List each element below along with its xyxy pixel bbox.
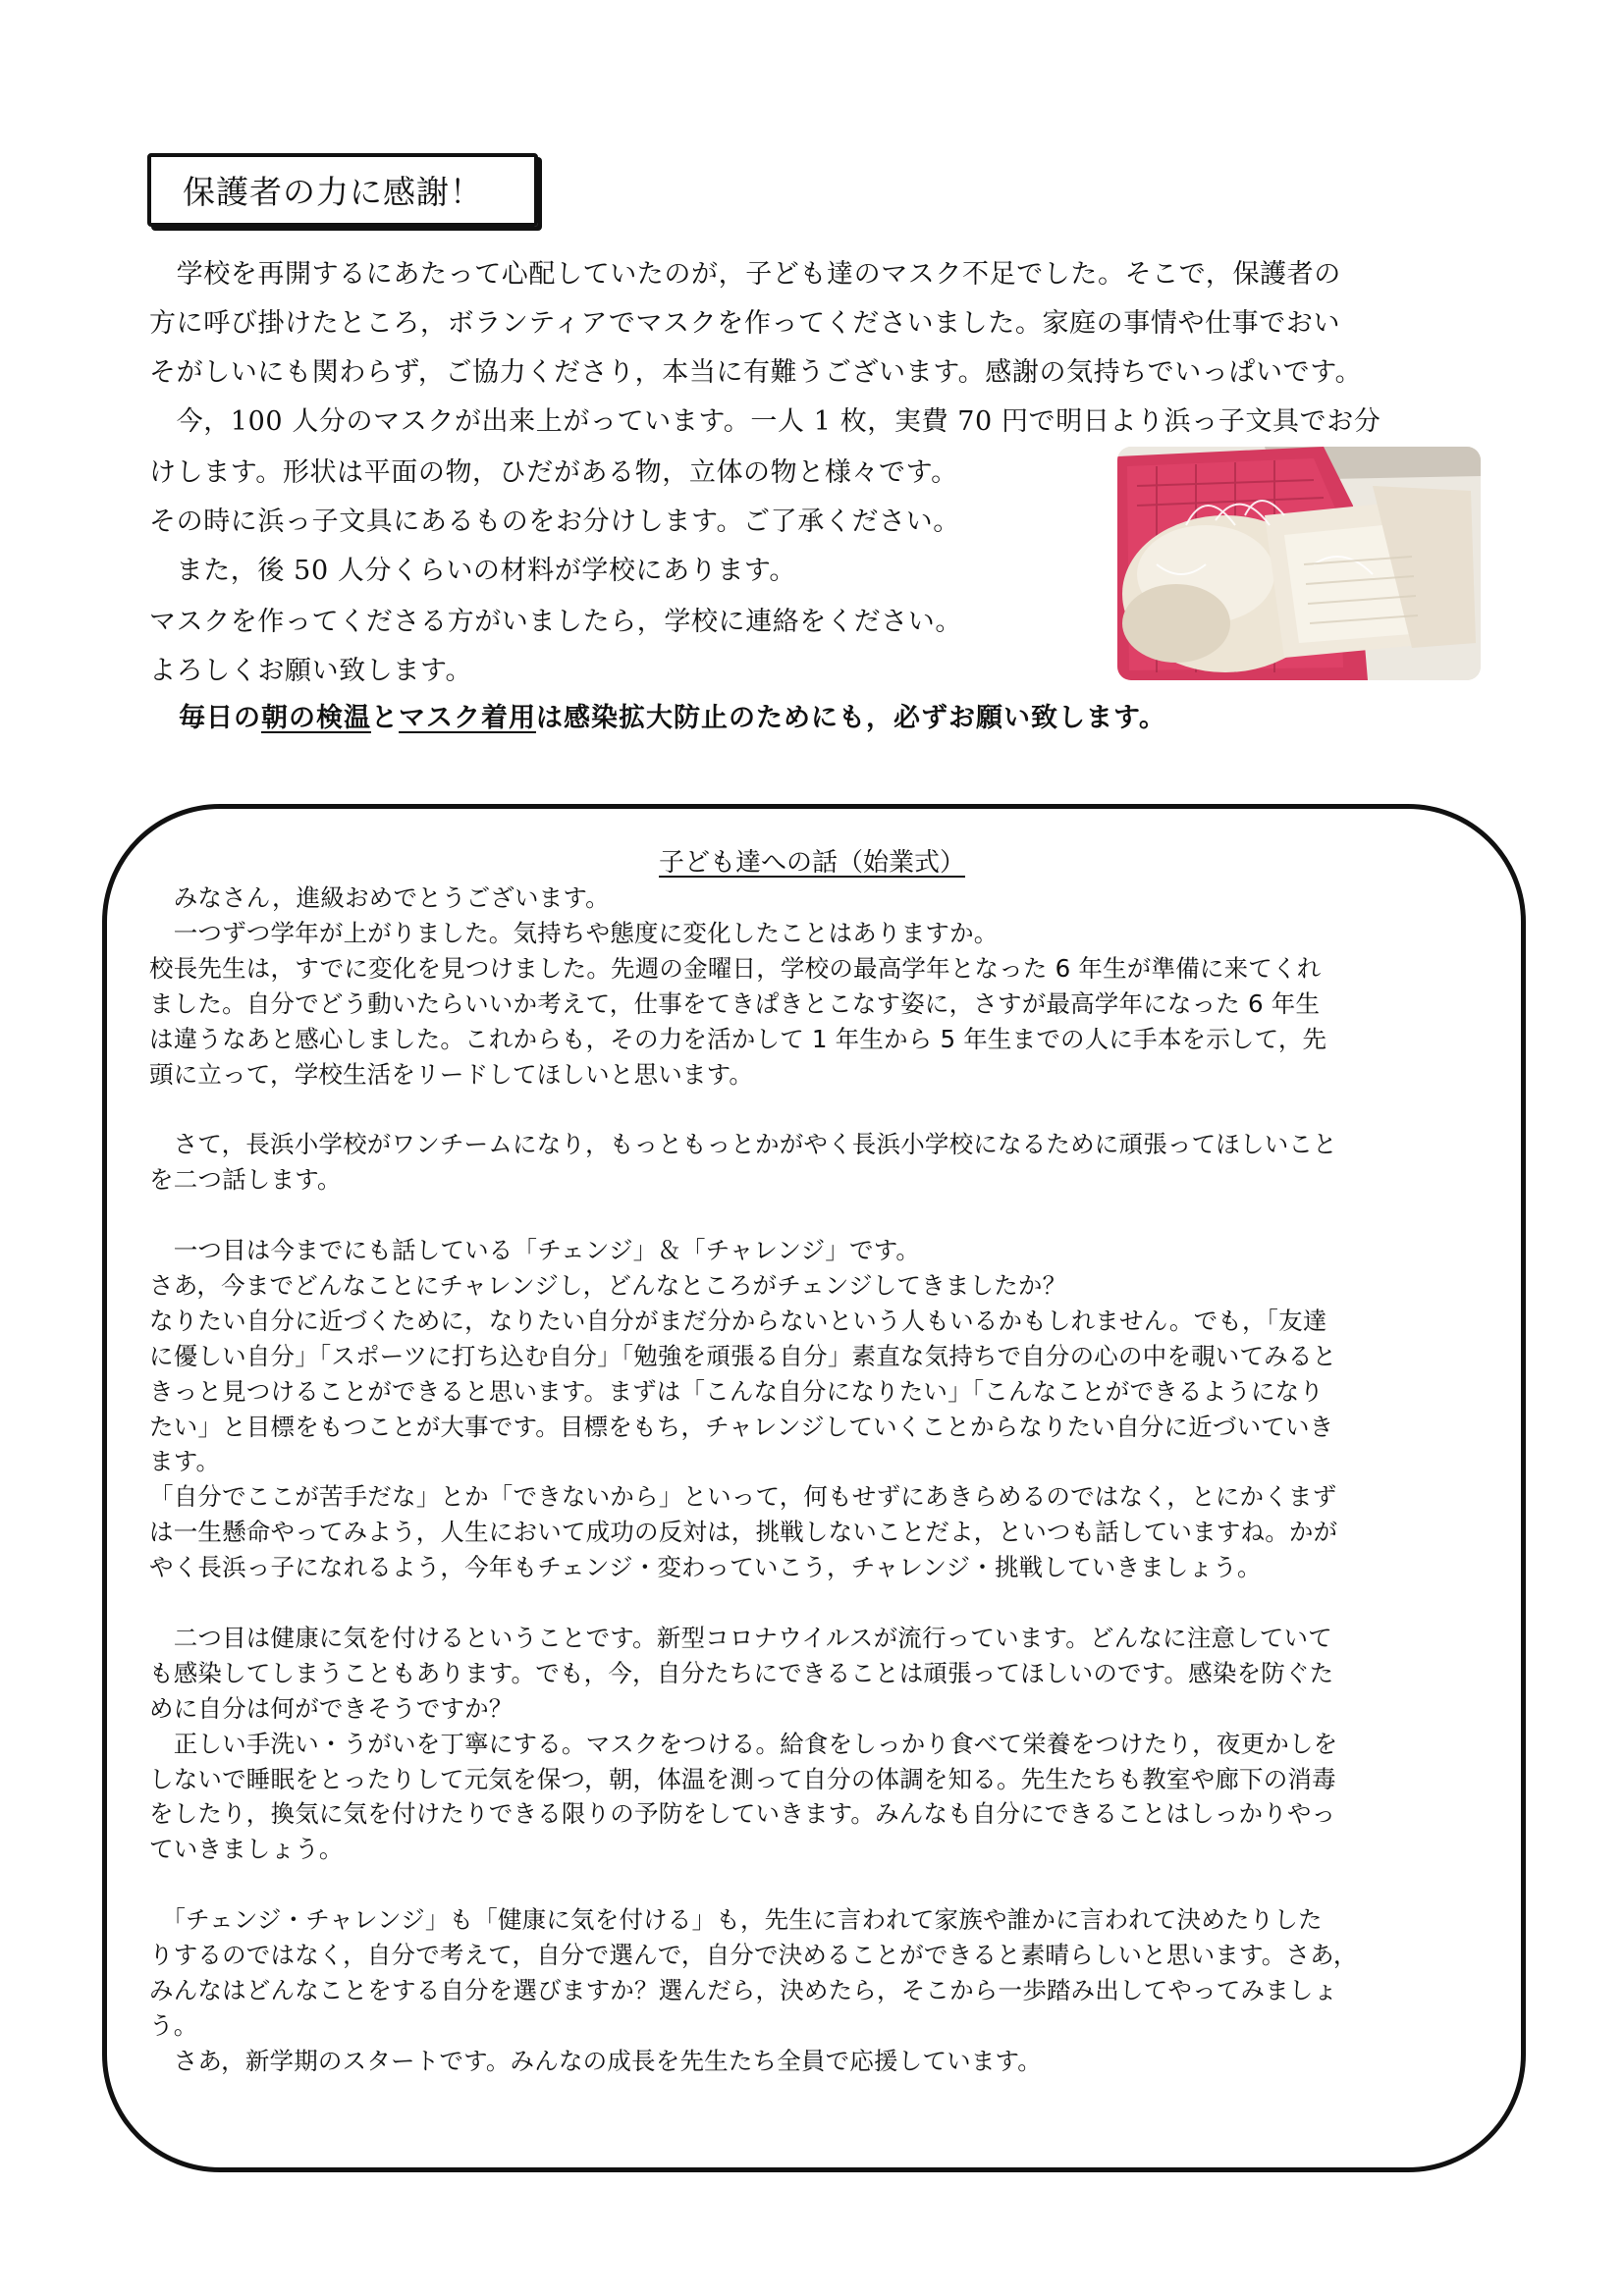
emphasis-underlined-mask: マスク着用 [399,703,536,733]
speech-line: に優しい自分」「スポーツに打ち込む自分」「勉強を頑張る自分」素直な気持ちで自分の心の中を覗いてみると [149,1341,1337,1370]
speech-line: 二つ目は健康に気を付けるということです。新型コロナウイルスが流行っています。どんなに注意していて [149,1623,1332,1652]
speech-line: なりたい自分に近づくために，なりたい自分がまだ分からないという人もいるかもしれません。でも，「友達 [149,1306,1327,1335]
speech-line: をしたり，換気に気を付けたりできる限りの予防をしていきます。みんなも自分にできることはしっかりやっ [149,1799,1336,1829]
emphasis-line [179,705,1166,731]
mask-paragraph-line: けします。形状は平面の物，ひだがある物，立体の物と様々です。 [149,457,958,488]
emphasis-text: と [371,703,399,733]
emphasis-underlined-temperature: 朝の検温 [261,703,371,733]
speech-title-text: 子ども達への話（始業式） [658,848,965,878]
emphasis-text: は感染拡大防止のためにも，必ずお願い致します。 [536,703,1166,733]
speech-line: さあ，新学期のスタートです。みんなの成長を先生たち全員で応援しています。 [149,2046,1042,2075]
mask-paragraph-line: そがしいにも関わらず，ご協力くださり，本当に有難うございます。感謝の気持ちでいっぱいです。 [149,357,1363,388]
speech-line: めに自分は何ができそうですか？ [149,1693,514,1723]
speech-line: を二つ話します。 [149,1165,342,1195]
speech-line: みんなはどんなことをする自分を選びますか？選んだら，決めたら，そこから一歩踏み出してやってみましょ [149,1975,1338,2004]
speech-line: りするのではなく，自分で考えて，自分で選んで，自分で決めることができると素晴らしいと思います。さあ， [149,1941,1358,1969]
speech-line: さあ，今までどんなことにチャレンジし，どんなところがチェンジしてきましたか？ [149,1270,1067,1300]
speech-line: う。 [149,2010,198,2040]
speech-line: ました。自分でどう動いたらいいか考えて，仕事をてきぱきとこなす姿に，さすが最高学年になった 6 年生 [149,988,1321,1018]
speech-line: 頭に立って，学校生活をリードしてほしいと思います。 [149,1059,754,1089]
emphasis-text: 毎日の [179,703,261,733]
speech-line: 正しい手洗い・うがいを丁寧にする。マスクをつける。給食をしっかり食べて栄養をつけたり，夜更かしを [149,1729,1338,1758]
speech-line: 「チェンジ・チャレンジ」も「健康に気を付ける」も，先生に言われて家族や誰かに言われて決めたりした [149,1905,1323,1935]
masks-photo [1117,447,1481,680]
speech-line: 一つ目は今までにも話している「チェンジ」＆「チャレンジ」です。 [149,1236,921,1264]
mask-paragraph-line: よろしくお願い致します。 [149,656,473,686]
speech-line: さて，長浜小学校がワンチームになり，もっともっとかがやく長浜小学校になるために頑張ってほしいこと [149,1130,1337,1159]
speech-line: 「自分でここが苦手だな」とか「できないから」といって，何もせずにあきらめるのではなく，とにかくまず [149,1482,1337,1512]
speech-line: は一生懸命やってみよう，人生において成功の反対は，挑戦しないことだよ，といつも話していますね。かが [149,1518,1338,1547]
speech-line: 校長先生は，すでに変化を見つけました。先週の金曜日，学校の最高学年となった 6 年生が準備に来てくれ [149,953,1322,983]
speech-line: たい」と目標をもつことが大事です。目標をもち，チャレンジしていくことからなりたい自分に近づいていき [149,1412,1334,1441]
section-title-box [147,153,538,227]
mask-paragraph-line: また，後 50 人分くらいの材料が学校にあります。 [149,556,796,586]
section-title: 保護者の力に感謝！ [183,173,483,211]
mask-paragraph-line: その時に浜っ子文具にあるものをお分けします。ご了承ください。 [149,507,960,537]
speech-line: しないで睡眠をとったりして元気を保つ，朝，体温を測って自分の体調を知る。先生たちも教室や廊下の消毒 [149,1764,1336,1793]
speech-line: 一つずつ学年が上がりました。気持ちや態度に変化したことはありますか。 [149,918,999,947]
speech-line: きっと見つけることができると思います。まずは「こんな自分になりたい」「こんなことができるようになり [149,1376,1325,1406]
mask-paragraph-line: マスクを作ってくださる方がいましたら，学校に連絡をください。 [149,607,962,637]
speech-line: ていきましょう。 [149,1835,344,1864]
speech-line: は違うなあと感心しました。これからも，その力を活かして 1 年生から 5 年生までの人に手本を示して，先 [149,1024,1327,1053]
speech-title [0,842,1624,879]
speech-line: も感染してしまうこともあります。でも，今，自分たちにできることは頑張ってほしいのです。感染を防ぐた [149,1658,1334,1687]
mask-paragraph-line: 今，100 人分のマスクが出来上がっています。一人 1 枚，実費 70 円で明日より浜っ子文具でお分 [149,406,1381,437]
speech-line: みなさん，進級おめでとうございます。 [149,883,610,912]
speech-line: やく長浜っ子になれるよう，今年もチェンジ・変わっていこう，チャレンジ・挑戦していきましょう。 [149,1553,1262,1582]
mask-paragraph-line: 学校を再開するにあたって心配していたのが，子ども達のマスク不足でした。そこで，保護者の [149,259,1341,290]
speech-line: ます。 [149,1447,221,1476]
mask-paragraph-line: 方に呼び掛けたところ，ボランティアでマスクを作ってくださいました。家庭の事情や仕事でおい [149,308,1341,339]
